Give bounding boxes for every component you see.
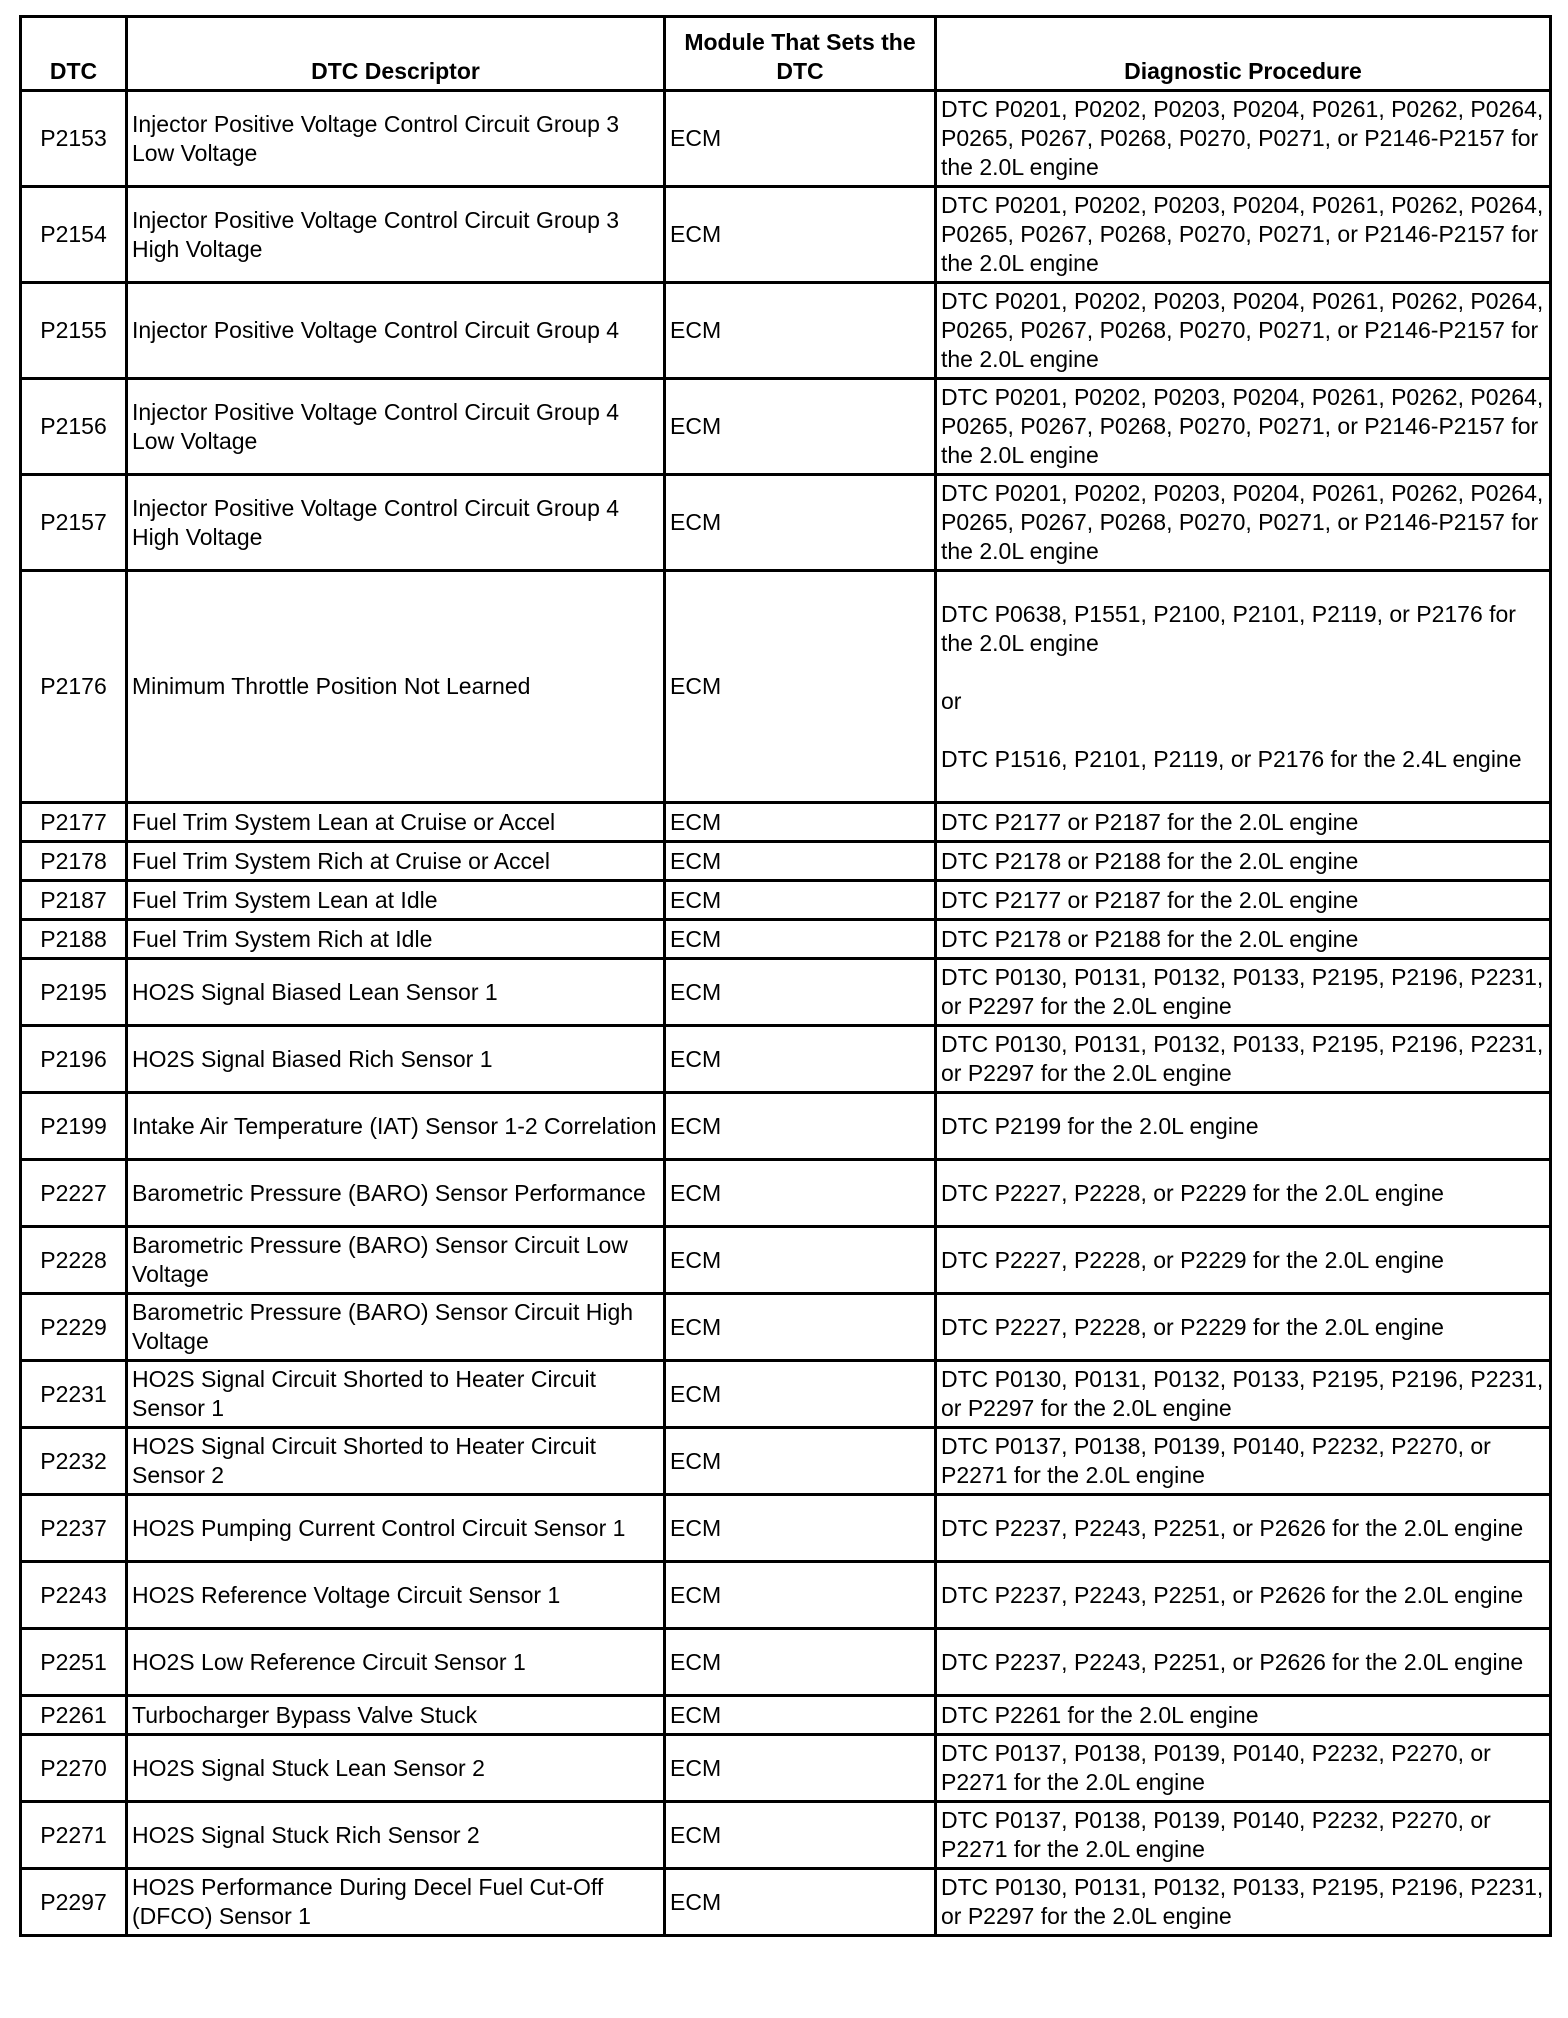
dtc-cell: P2187 [21,881,127,920]
descriptor-cell: HO2S Signal Stuck Lean Sensor 2 [127,1735,665,1802]
module-cell: ECM [665,91,936,187]
table-row [21,475,1551,571]
procedure-cell: DTC P2227, P2228, or P2229 for the 2.0L engine [936,1227,1551,1294]
procedure-cell: DTC P2261 for the 2.0L engine [936,1696,1551,1735]
table-row [21,842,1551,881]
table-row [21,881,1551,920]
procedure-cell: DTC P2227, P2228, or P2229 for the 2.0L engine [936,1160,1551,1227]
table-row [21,1428,1551,1495]
dtc-cell: P2156 [21,379,127,475]
module-cell: ECM [665,379,936,475]
procedure-cell: DTC P2178 or P2188 for the 2.0L engine [936,842,1551,881]
dtc-cell: P2178 [21,842,127,881]
header-module: Module That Sets the DTC [665,17,936,91]
descriptor-cell: Fuel Trim System Lean at Idle [127,881,665,920]
descriptor-cell: HO2S Performance During Decel Fuel Cut-Off (DFCO) Sensor 1 [127,1869,665,1936]
header-descriptor: DTC Descriptor [127,17,665,91]
dtc-cell: P2195 [21,959,127,1026]
module-cell: ECM [665,1869,936,1936]
dtc-cell: P2270 [21,1735,127,1802]
table-row [21,187,1551,283]
descriptor-cell: HO2S Signal Biased Rich Sensor 1 [127,1026,665,1093]
table-row [21,1026,1551,1093]
procedure-cell: DTC P0130, P0131, P0132, P0133, P2195, P2196, P2231, or P2297 for the 2.0L engine [936,1026,1551,1093]
table-row [21,1562,1551,1629]
module-cell: ECM [665,803,936,842]
procedure-cell: DTC P0137, P0138, P0139, P0140, P2232, P2270, or P2271 for the 2.0L engine [936,1428,1551,1495]
procedure-cell: DTC P0201, P0202, P0203, P0204, P0261, P0262, P0264, P0265, P0267, P0268, P0270, P0271, or P2146-P2157 for the 2.0L engine [936,379,1551,475]
module-cell: ECM [665,1802,936,1869]
dtc-cell: P2153 [21,91,127,187]
dtc-cell: P2297 [21,1869,127,1936]
descriptor-cell: Injector Positive Voltage Control Circuit Group 3 High Voltage [127,187,665,283]
module-cell: ECM [665,283,936,379]
procedure-cell: DTC P0137, P0138, P0139, P0140, P2232, P2270, or P2271 for the 2.0L engine [936,1735,1551,1802]
dtc-cell: P2196 [21,1026,127,1093]
procedure-cell: DTC P2177 or P2187 for the 2.0L engine [936,803,1551,842]
dtc-cell: P2237 [21,1495,127,1562]
table-row [21,1495,1551,1562]
procedure-cell: DTC P0201, P0202, P0203, P0204, P0261, P0262, P0264, P0265, P0267, P0268, P0270, P0271, or P2146-P2157 for the 2.0L engine [936,187,1551,283]
table-row [21,920,1551,959]
table-row [21,91,1551,187]
table-row [21,571,1551,803]
descriptor-cell: Injector Positive Voltage Control Circuit Group 3 Low Voltage [127,91,665,187]
descriptor-cell: Fuel Trim System Rich at Cruise or Accel [127,842,665,881]
dtc-cell: P2271 [21,1802,127,1869]
dtc-cell: P2229 [21,1294,127,1361]
table-row [21,1361,1551,1428]
table-row [21,283,1551,379]
descriptor-cell: Barometric Pressure (BARO) Sensor Performance [127,1160,665,1227]
module-cell: ECM [665,920,936,959]
module-cell: ECM [665,1696,936,1735]
module-cell: ECM [665,1160,936,1227]
table-row [21,959,1551,1026]
dtc-cell: P2232 [21,1428,127,1495]
header-row [21,17,1551,91]
module-cell: ECM [665,187,936,283]
module-cell: ECM [665,1629,936,1696]
dtc-cell: P2177 [21,803,127,842]
descriptor-cell: HO2S Signal Biased Lean Sensor 1 [127,959,665,1026]
procedure-cell: DTC P0130, P0131, P0132, P0133, P2195, P2196, P2231, or P2297 for the 2.0L engine [936,1869,1551,1936]
table-row [21,803,1551,842]
dtc-cell: P2154 [21,187,127,283]
module-cell: ECM [665,1361,936,1428]
descriptor-cell: Fuel Trim System Rich at Idle [127,920,665,959]
descriptor-cell: HO2S Signal Circuit Shorted to Heater Circuit Sensor 2 [127,1428,665,1495]
dtc-cell: P2155 [21,283,127,379]
descriptor-cell: HO2S Signal Circuit Shorted to Heater Circuit Sensor 1 [127,1361,665,1428]
procedure-cell: DTC P0638, P1551, P2100, P2101, P2119, or P2176 for the 2.0L engine or DTC P1516, P2101, P2119, or P2176 for the 2.4L engine [936,571,1551,803]
module-cell: ECM [665,475,936,571]
module-cell: ECM [665,1026,936,1093]
table-body [21,91,1551,1936]
dtc-cell: P2227 [21,1160,127,1227]
dtc-table [19,15,1552,1937]
header-procedure: Diagnostic Procedure [936,17,1551,91]
descriptor-cell: Barometric Pressure (BARO) Sensor Circuit High Voltage [127,1294,665,1361]
dtc-cell: P2188 [21,920,127,959]
module-cell: ECM [665,881,936,920]
module-cell: ECM [665,1428,936,1495]
procedure-cell: DTC P0201, P0202, P0203, P0204, P0261, P0262, P0264, P0265, P0267, P0268, P0270, P0271, or P2146-P2157 for the 2.0L engine [936,283,1551,379]
dtc-cell: P2261 [21,1696,127,1735]
dtc-cell: P2228 [21,1227,127,1294]
header-dtc: DTC [21,17,127,91]
module-cell: ECM [665,959,936,1026]
dtc-cell: P2231 [21,1361,127,1428]
module-cell: ECM [665,1227,936,1294]
procedure-cell: DTC P2177 or P2187 for the 2.0L engine [936,881,1551,920]
descriptor-cell: Turbocharger Bypass Valve Stuck [127,1696,665,1735]
table-row [21,1093,1551,1160]
procedure-cell: DTC P2227, P2228, or P2229 for the 2.0L engine [936,1294,1551,1361]
procedure-cell: DTC P2237, P2243, P2251, or P2626 for the 2.0L engine [936,1562,1551,1629]
table-row [21,379,1551,475]
descriptor-cell: Fuel Trim System Lean at Cruise or Accel [127,803,665,842]
dtc-cell: P2251 [21,1629,127,1696]
descriptor-cell: HO2S Reference Voltage Circuit Sensor 1 [127,1562,665,1629]
table-row [21,1696,1551,1735]
module-cell: ECM [665,571,936,803]
module-cell: ECM [665,1495,936,1562]
dtc-cell: P2157 [21,475,127,571]
descriptor-cell: Intake Air Temperature (IAT) Sensor 1-2 Correlation [127,1093,665,1160]
descriptor-cell: Injector Positive Voltage Control Circuit Group 4 High Voltage [127,475,665,571]
module-cell: ECM [665,842,936,881]
module-cell: ECM [665,1735,936,1802]
procedure-cell: DTC P0201, P0202, P0203, P0204, P0261, P0262, P0264, P0265, P0267, P0268, P0270, P0271, or P2146-P2157 for the 2.0L engine [936,91,1551,187]
table-row [21,1735,1551,1802]
descriptor-cell: Injector Positive Voltage Control Circuit Group 4 Low Voltage [127,379,665,475]
descriptor-cell: Injector Positive Voltage Control Circuit Group 4 [127,283,665,379]
descriptor-cell: HO2S Low Reference Circuit Sensor 1 [127,1629,665,1696]
procedure-cell: DTC P0201, P0202, P0203, P0204, P0261, P0262, P0264, P0265, P0267, P0268, P0270, P0271, or P2146-P2157 for the 2.0L engine [936,475,1551,571]
table-row [21,1629,1551,1696]
descriptor-cell: HO2S Signal Stuck Rich Sensor 2 [127,1802,665,1869]
descriptor-cell: HO2S Pumping Current Control Circuit Sensor 1 [127,1495,665,1562]
table-row [21,1294,1551,1361]
table-row [21,1227,1551,1294]
procedure-cell: DTC P2199 for the 2.0L engine [936,1093,1551,1160]
module-cell: ECM [665,1294,936,1361]
table-row [21,1160,1551,1227]
table-row [21,1869,1551,1936]
dtc-cell: P2176 [21,571,127,803]
dtc-cell: P2199 [21,1093,127,1160]
module-cell: ECM [665,1093,936,1160]
procedure-cell: DTC P0137, P0138, P0139, P0140, P2232, P2270, or P2271 for the 2.0L engine [936,1802,1551,1869]
procedure-cell: DTC P2237, P2243, P2251, or P2626 for the 2.0L engine [936,1629,1551,1696]
dtc-cell: P2243 [21,1562,127,1629]
procedure-cell: DTC P0130, P0131, P0132, P0133, P2195, P2196, P2231, or P2297 for the 2.0L engine [936,1361,1551,1428]
table-row [21,1802,1551,1869]
procedure-cell: DTC P0130, P0131, P0132, P0133, P2195, P2196, P2231, or P2297 for the 2.0L engine [936,959,1551,1026]
descriptor-cell: Minimum Throttle Position Not Learned [127,571,665,803]
module-cell: ECM [665,1562,936,1629]
procedure-cell: DTC P2178 or P2188 for the 2.0L engine [936,920,1551,959]
descriptor-cell: Barometric Pressure (BARO) Sensor Circuit Low Voltage [127,1227,665,1294]
procedure-cell: DTC P2237, P2243, P2251, or P2626 for the 2.0L engine [936,1495,1551,1562]
